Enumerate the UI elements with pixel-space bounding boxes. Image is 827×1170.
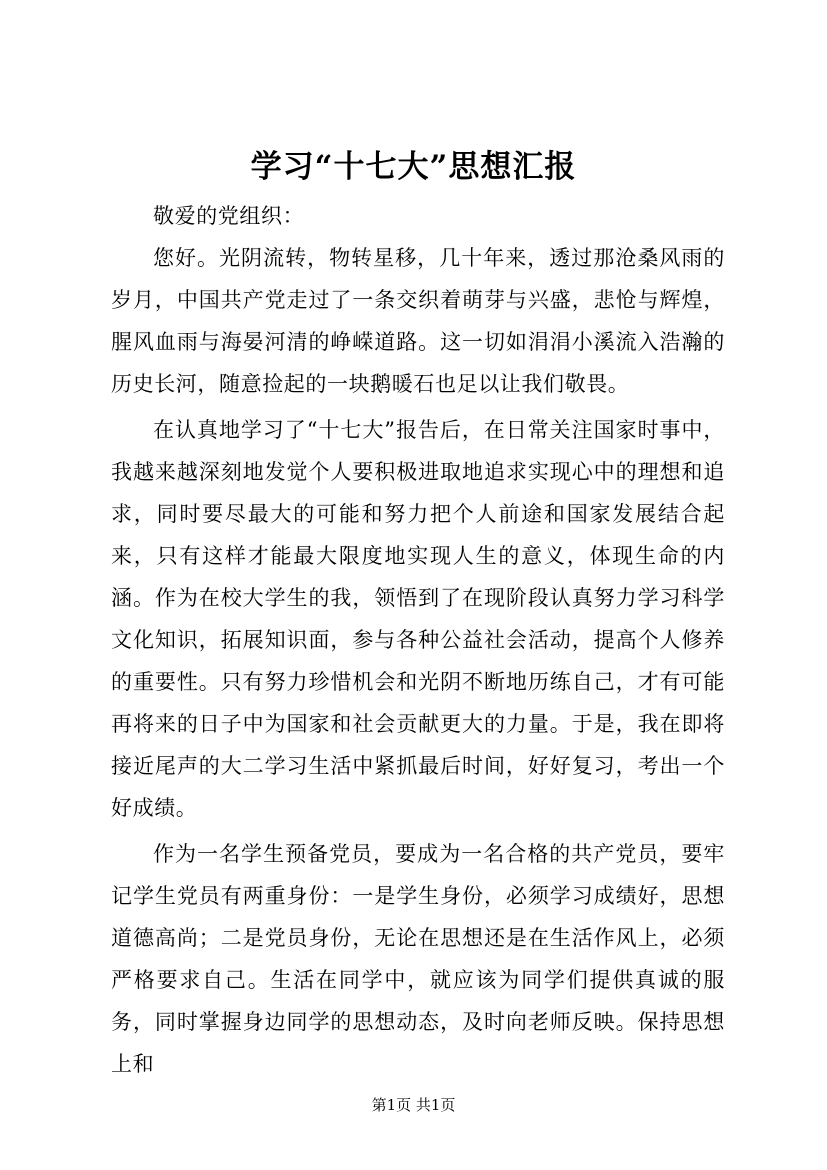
document-title: 学习“十七大”思想汇报: [250, 149, 577, 185]
paragraph-2: 在认真地学习了“十七大”报告后，在日常关注国家时事中，我越来越深刻地发觉个人要积极进取地追求实现心中的理想和追求，同时要尽最大的可能和努力把个人前途和国家发展结合起来，只有这样才能最大限度地实现人生的意义，体现生命的内涵。作为在校大学生的我，领悟到了在现阶段认真努力学习科学文化知识，拓展知识面，参与各种公益社会活动，提高个人修养的重要性。只有努力珍惜机会和光阴不断地历练自己，才有可能再将来的日子中为国家和社会贡献更大的力量。于是，我在即将接近尾声的大二学习生活中紧抓最后时间，好好复习，考出一个好成绩。: [111, 418, 725, 820]
document-body: [111, 195, 725, 1085]
salutation: 敬爱的党组织：: [153, 204, 305, 228]
page-number-footer: 第1页 共1页: [371, 1096, 456, 1114]
paragraph-1: 您好。光阴流转，物转星移，几十年来，透过那沧桑风雨的岁月，中国共产党走过了一条交织着萌芽与兴盛，悲怆与辉煌，腥风血雨与海晏河清的峥嵘道路。这一切如涓涓小溪流入浩瀚的历史长河，随意捡起的一块鹅暖石也足以让我们敬畏。: [111, 246, 725, 396]
paragraph-3: 作为一名学生预备党员，要成为一名合格的共产党员，要牢记学生党员有两重身份：一是学生身份，必须学习成绩好，思想道德高尚；二是党员身份，无论在思想还是在生活作风上，必须严格要求自己。生活在同学中，就应该为同学们提供真诚的服务，同时掌握身边同学的思想动态，及时向老师反映。保持思想上和: [111, 842, 725, 1076]
